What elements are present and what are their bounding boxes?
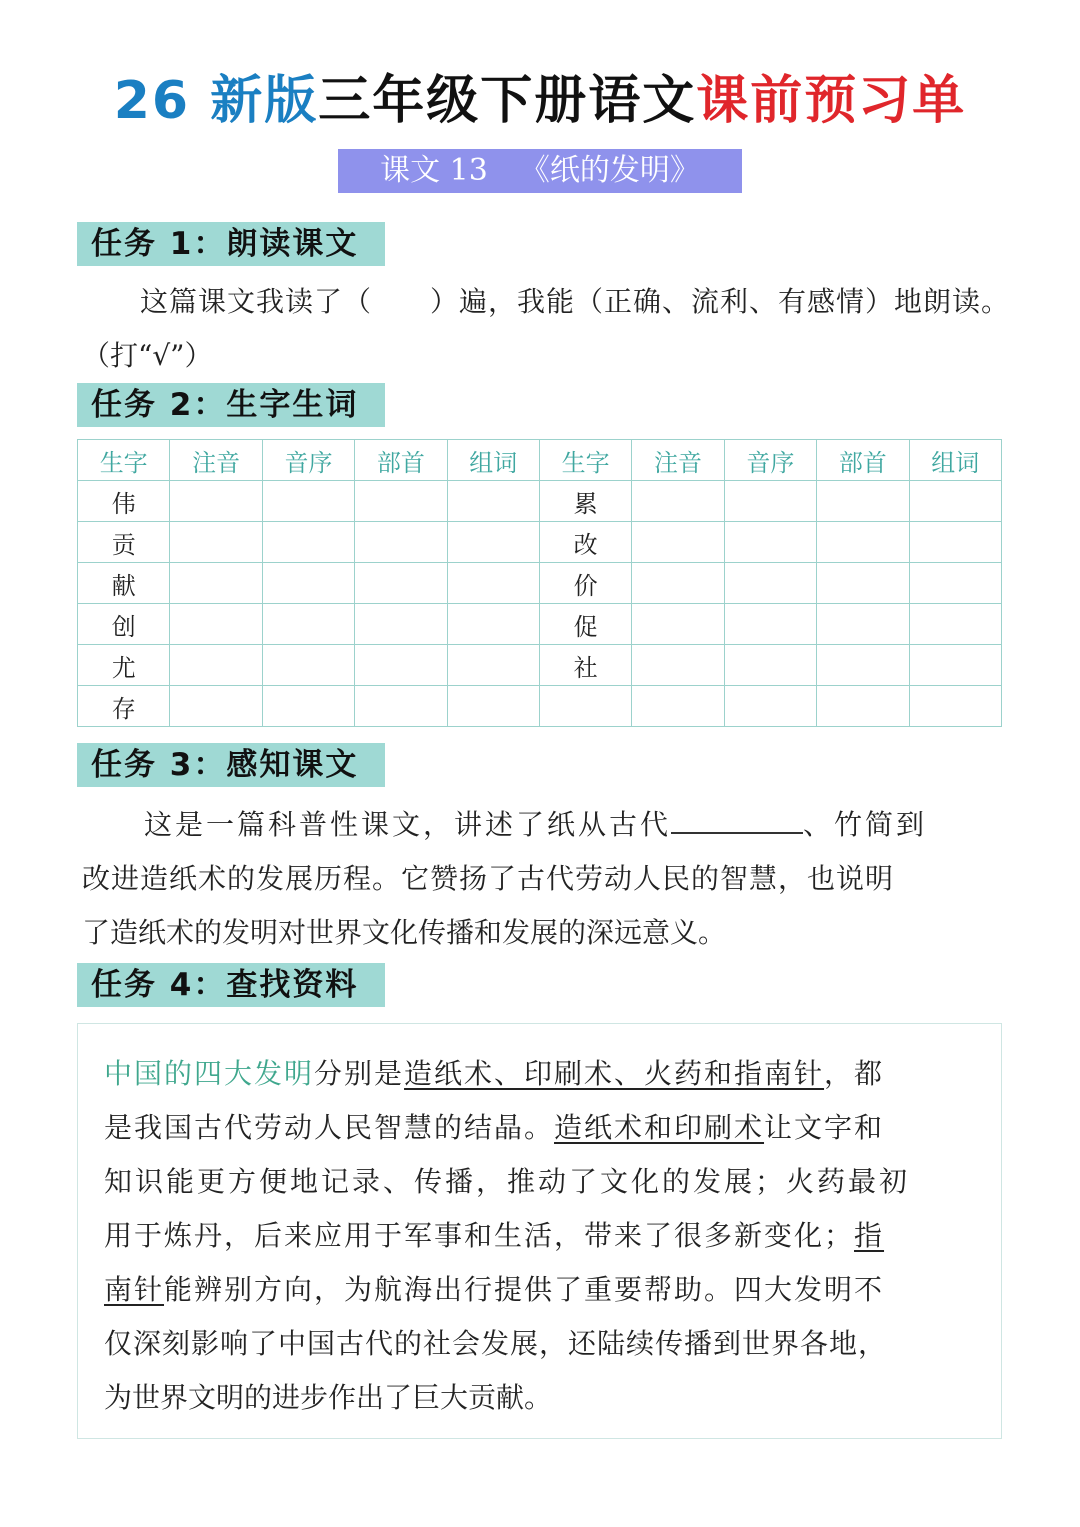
info-line-1 bbox=[104, 1052, 884, 1092]
answer-cell[interactable] bbox=[170, 686, 262, 727]
header-cell: 部首 bbox=[817, 440, 909, 481]
answer-cell[interactable] bbox=[632, 563, 724, 604]
answer-cell[interactable] bbox=[909, 645, 1001, 686]
table-row bbox=[78, 686, 1002, 727]
table-row bbox=[78, 481, 1002, 522]
table-row bbox=[78, 604, 1002, 645]
header-cell: 音序 bbox=[724, 440, 816, 481]
answer-cell[interactable] bbox=[355, 522, 447, 563]
table-header-row bbox=[78, 440, 1002, 481]
answer-cell[interactable] bbox=[355, 604, 447, 645]
answer-cell[interactable] bbox=[170, 522, 262, 563]
header-cell: 注音 bbox=[170, 440, 262, 481]
answer-cell[interactable] bbox=[447, 604, 539, 645]
new-characters-table bbox=[77, 439, 1002, 727]
answer-cell[interactable] bbox=[632, 481, 724, 522]
answer-cell[interactable] bbox=[817, 563, 909, 604]
table-row bbox=[78, 563, 1002, 604]
answer-cell[interactable] bbox=[817, 481, 909, 522]
answer-cell[interactable] bbox=[355, 563, 447, 604]
answer-cell[interactable] bbox=[170, 604, 262, 645]
task3-line-2: 改进造纸术的发展历程。它赞扬了古代劳动人民的智慧，也说明 bbox=[82, 862, 895, 895]
char-cell: 创 bbox=[78, 604, 170, 645]
info-text: ，都 bbox=[824, 1057, 885, 1090]
answer-cell[interactable] bbox=[170, 563, 262, 604]
answer-cell[interactable] bbox=[447, 563, 539, 604]
answer-cell[interactable] bbox=[170, 645, 262, 686]
answer-cell[interactable] bbox=[909, 481, 1001, 522]
info-line-5 bbox=[104, 1268, 884, 1308]
header-cell: 组词 bbox=[909, 440, 1001, 481]
answer-cell[interactable] bbox=[262, 522, 354, 563]
header-cell: 生字 bbox=[78, 440, 170, 481]
task1-check-hint: （打“√”） bbox=[82, 339, 213, 372]
page-title bbox=[0, 58, 1080, 133]
answer-cell[interactable] bbox=[909, 686, 1001, 727]
answer-cell[interactable] bbox=[170, 481, 262, 522]
task1-heading: 任务 1：朗读课文 bbox=[77, 222, 385, 266]
char-cell: 累 bbox=[539, 481, 631, 522]
answer-cell[interactable] bbox=[447, 686, 539, 727]
info-text: 能辨别方向，为航海出行提供了重要帮助。四大发明不 bbox=[164, 1273, 885, 1306]
task3-heading: 任务 3：感知课文 bbox=[77, 743, 385, 787]
char-cell: 改 bbox=[539, 522, 631, 563]
lesson-banner bbox=[338, 149, 742, 193]
task3-line-1-end: 、竹简到 bbox=[803, 808, 928, 841]
task3-line-1 bbox=[144, 803, 927, 843]
info-text: 是我国古代劳动人民智慧的结晶。 bbox=[104, 1111, 555, 1144]
header-cell: 生字 bbox=[539, 440, 631, 481]
info-text: 用于炼丹，后来应用于军事和生活，带来了很多新变化； bbox=[104, 1219, 855, 1252]
task3-line-1-start: 这是一篇科普性课文，讲述了纸从古代 bbox=[144, 808, 672, 841]
header-cell: 音序 bbox=[262, 440, 354, 481]
answer-cell[interactable] bbox=[817, 604, 909, 645]
char-cell: 伟 bbox=[78, 481, 170, 522]
answer-cell[interactable] bbox=[355, 645, 447, 686]
info-line-6: 仅深刻影响了中国古代的社会发展，还陆续传播到世界各地， bbox=[104, 1327, 888, 1360]
table-row bbox=[78, 522, 1002, 563]
answer-cell[interactable] bbox=[262, 645, 354, 686]
char-cell: 社 bbox=[539, 645, 631, 686]
lesson-name: 《纸的发明》 bbox=[519, 153, 700, 188]
title-worksheet: 课前预习单 bbox=[696, 71, 967, 131]
char-cell bbox=[539, 686, 631, 727]
answer-cell[interactable] bbox=[724, 604, 816, 645]
answer-cell[interactable] bbox=[817, 686, 909, 727]
header-cell: 组词 bbox=[447, 440, 539, 481]
info-line-4 bbox=[104, 1214, 884, 1254]
four-inventions-term: 中国的四大发明 bbox=[104, 1057, 315, 1090]
answer-cell[interactable] bbox=[909, 604, 1001, 645]
char-cell: 存 bbox=[78, 686, 170, 727]
answer-cell[interactable] bbox=[262, 481, 354, 522]
answer-cell[interactable] bbox=[262, 604, 354, 645]
title-grade: 三年级下册语文 bbox=[318, 71, 697, 131]
answer-cell[interactable] bbox=[724, 481, 816, 522]
lesson-number: 课文 13 bbox=[380, 153, 488, 188]
answer-cell[interactable] bbox=[632, 645, 724, 686]
info-line-7: 为世界文明的进步作出了巨大贡献。 bbox=[104, 1381, 553, 1414]
info-text: 让文字和 bbox=[764, 1111, 885, 1144]
answer-cell[interactable] bbox=[632, 686, 724, 727]
answer-cell[interactable] bbox=[909, 522, 1001, 563]
task1-reading-line: 这篇课文我读了（ ）遍，我能（正确、流利、有感情）地朗读。 bbox=[140, 285, 1011, 318]
answer-cell[interactable] bbox=[724, 522, 816, 563]
answer-cell[interactable] bbox=[447, 522, 539, 563]
answer-cell[interactable] bbox=[262, 563, 354, 604]
header-cell: 部首 bbox=[355, 440, 447, 481]
char-cell: 价 bbox=[539, 563, 631, 604]
task4-heading: 任务 4：查找资料 bbox=[77, 963, 385, 1007]
header-cell: 注音 bbox=[632, 440, 724, 481]
answer-cell[interactable] bbox=[632, 522, 724, 563]
task2-heading: 任务 2：生字生词 bbox=[77, 383, 385, 427]
table-row bbox=[78, 645, 1002, 686]
char-cell: 尤 bbox=[78, 645, 170, 686]
answer-cell[interactable] bbox=[724, 563, 816, 604]
fill-in-blank[interactable] bbox=[671, 806, 803, 834]
underlined-compass-end: 南针 bbox=[104, 1273, 165, 1306]
answer-cell[interactable] bbox=[355, 686, 447, 727]
char-cell: 促 bbox=[539, 604, 631, 645]
answer-cell[interactable] bbox=[447, 645, 539, 686]
char-cell: 献 bbox=[78, 563, 170, 604]
underlined-inventions: 造纸术、印刷术、火药和指南针 bbox=[404, 1057, 825, 1090]
answer-cell[interactable] bbox=[632, 604, 724, 645]
task3-line-3: 了造纸术的发明对世界文化传播和发展的深远意义。 bbox=[82, 916, 727, 949]
answer-cell[interactable] bbox=[355, 481, 447, 522]
answer-cell[interactable] bbox=[262, 686, 354, 727]
answer-cell[interactable] bbox=[817, 522, 909, 563]
title-edition: 26 新版 bbox=[113, 71, 319, 131]
answer-cell[interactable] bbox=[817, 645, 909, 686]
info-text: 分别是 bbox=[314, 1057, 405, 1090]
underlined-compass-start: 指 bbox=[854, 1219, 885, 1252]
underlined-paper-printing: 造纸术和印刷术 bbox=[554, 1111, 765, 1144]
char-cell: 贡 bbox=[78, 522, 170, 563]
info-line-3: 知识能更方便地记录、传播，推动了文化的发展；火药最初 bbox=[104, 1165, 911, 1198]
answer-cell[interactable] bbox=[447, 481, 539, 522]
answer-cell[interactable] bbox=[724, 686, 816, 727]
answer-cell[interactable] bbox=[909, 563, 1001, 604]
info-line-2 bbox=[104, 1106, 884, 1146]
answer-cell[interactable] bbox=[724, 645, 816, 686]
